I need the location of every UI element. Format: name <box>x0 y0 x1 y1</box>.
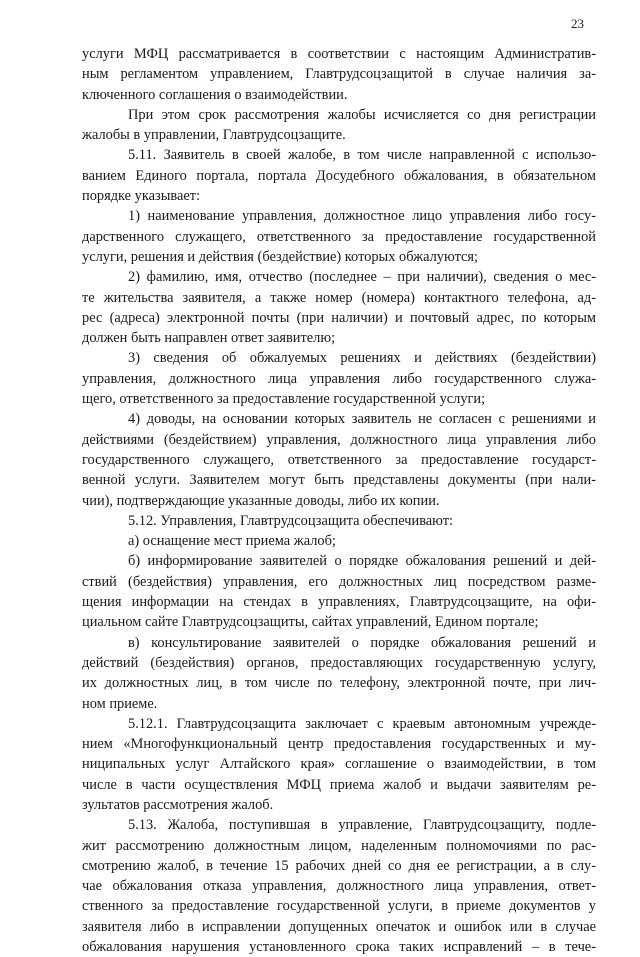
text-line: в) консультирование заявителей о порядке обжалования решений и <box>128 634 596 651</box>
text-line: ствий (бездействия) управления, его должностных лиц посредством разме- <box>82 573 596 590</box>
text-line: услуги, решения и действия (бездействие) которых обжалуются; <box>82 248 479 265</box>
text-line: чии), подтверждающие указанные доводы, либо их копии. <box>82 492 440 509</box>
text-line: ключенного соглашения о взаимодействии. <box>82 86 348 103</box>
text-line: ванием Единого портала, портала Досудебного обжалования, в обязательном <box>82 167 596 184</box>
text-line: 5.12.1. Главтрудсоцзащита заключает с краевым автономным учрежде- <box>128 715 596 732</box>
text-line: жит рассмотрению должностным лицом, наделенным полномочиями по рас- <box>82 837 596 854</box>
text-line: числе в части осуществления МФЦ приема жалоб и выдачи заявителям ре- <box>82 776 596 793</box>
text-line: управления, должностного лица управления либо государственного служа- <box>82 370 596 387</box>
text-line: 5.12. Управления, Главтрудсоцзащита обеспечивают: <box>128 512 454 529</box>
text-line: рес (адреса) электронной почты (при наличии) и почтовый адрес, по которым <box>82 309 596 326</box>
text-line: дарственного служащего, ответственного за предоставление государственной <box>82 228 596 245</box>
text-line: а) оснащение мест приема жалоб; <box>128 533 336 550</box>
text-line: заявителя либо в исправлении допущенных опечаток и ошибок или в случае <box>82 918 596 935</box>
text-line: зультатов рассмотрения жалоб. <box>82 796 274 813</box>
text-line: щения информации на стендах в управлениях, Главтрудсоцзащите, на офи- <box>82 594 596 611</box>
text-line: государственного служащего, ответственного за предоставление государст- <box>82 451 596 468</box>
text-line: 5.13. Жалоба, поступившая в управление, Главтрудсоцзащиту, подле- <box>128 817 596 834</box>
text-line: При этом срок рассмотрения жалобы исчисляется со дня регистрации <box>128 106 596 123</box>
text-line: жалобы в управлении, Главтрудсоцзащите. <box>82 127 346 144</box>
text-line: венной услуги. Заявителем могут быть представлены документы (при нали- <box>82 472 596 489</box>
text-line: б) информирование заявителей о порядке обжалования решений и дей- <box>128 553 596 570</box>
text-line: ственного за предоставление государственной услуги, в приеме документов у <box>82 898 596 915</box>
text-line: ниципальных услуг Алтайского края» соглашение о взаимодействии, в том <box>82 756 596 773</box>
text-line: действий (бездействия) органов, предоставляющих государственную услугу, <box>82 654 596 671</box>
text-line: 4) доводы, на основании которых заявитель не согласен с решениями и <box>128 411 596 428</box>
text-line: 2) фамилию, имя, отчество (последнее – при наличии), сведения о мес- <box>128 269 596 286</box>
text-line: обжалования нарушения установленного срока таких исправлений – в тече- <box>82 939 596 956</box>
text-line: нием «Многофункциональный центр предоставления государственных и му- <box>82 736 596 753</box>
text-line: должен быть направлен ответ заявителю; <box>82 330 336 347</box>
text-line: их должностных лиц, в том числе по телефону, электронной почте, при лич- <box>82 675 596 692</box>
document-body <box>82 44 596 957</box>
text-line: услуги МФЦ рассматривается в соответствии с настоящим Административ- <box>82 46 596 62</box>
text-line: 3) сведения об обжалуемых решениях и действиях (бездействии) <box>128 350 596 367</box>
text-line: действиями (бездействием) управления, должностного лица управления либо <box>82 431 596 448</box>
text-line: циальном сайте Главтрудсоцзащиты, сайтах управлений, Едином портале; <box>82 614 539 631</box>
text-line: 5.11. Заявитель в своей жалобе, в том числе направленной с использо- <box>128 147 596 164</box>
page-number: 23 <box>571 16 584 31</box>
text-line: смотрению жалоб, в течение 15 рабочих дней со дня ее регистрации, а в слу- <box>82 857 596 874</box>
text-line: ным регламентом управлением, Главтрудсоцзащитой в случае наличия за- <box>82 66 596 83</box>
text-line: ном приеме. <box>82 695 158 712</box>
text-line: щего, ответственного за предоставление государственной услуги; <box>82 391 486 408</box>
text-line: порядке указывает: <box>82 188 201 205</box>
text-line: 1) наименование управления, должностное лицо управления либо госу- <box>128 208 596 225</box>
text-line: чае обжалования отказа управления, должностного лица управления, ответ- <box>82 878 596 895</box>
text-line: те жительства заявителя, а также номер (номера) контактного телефона, ад- <box>82 289 596 306</box>
